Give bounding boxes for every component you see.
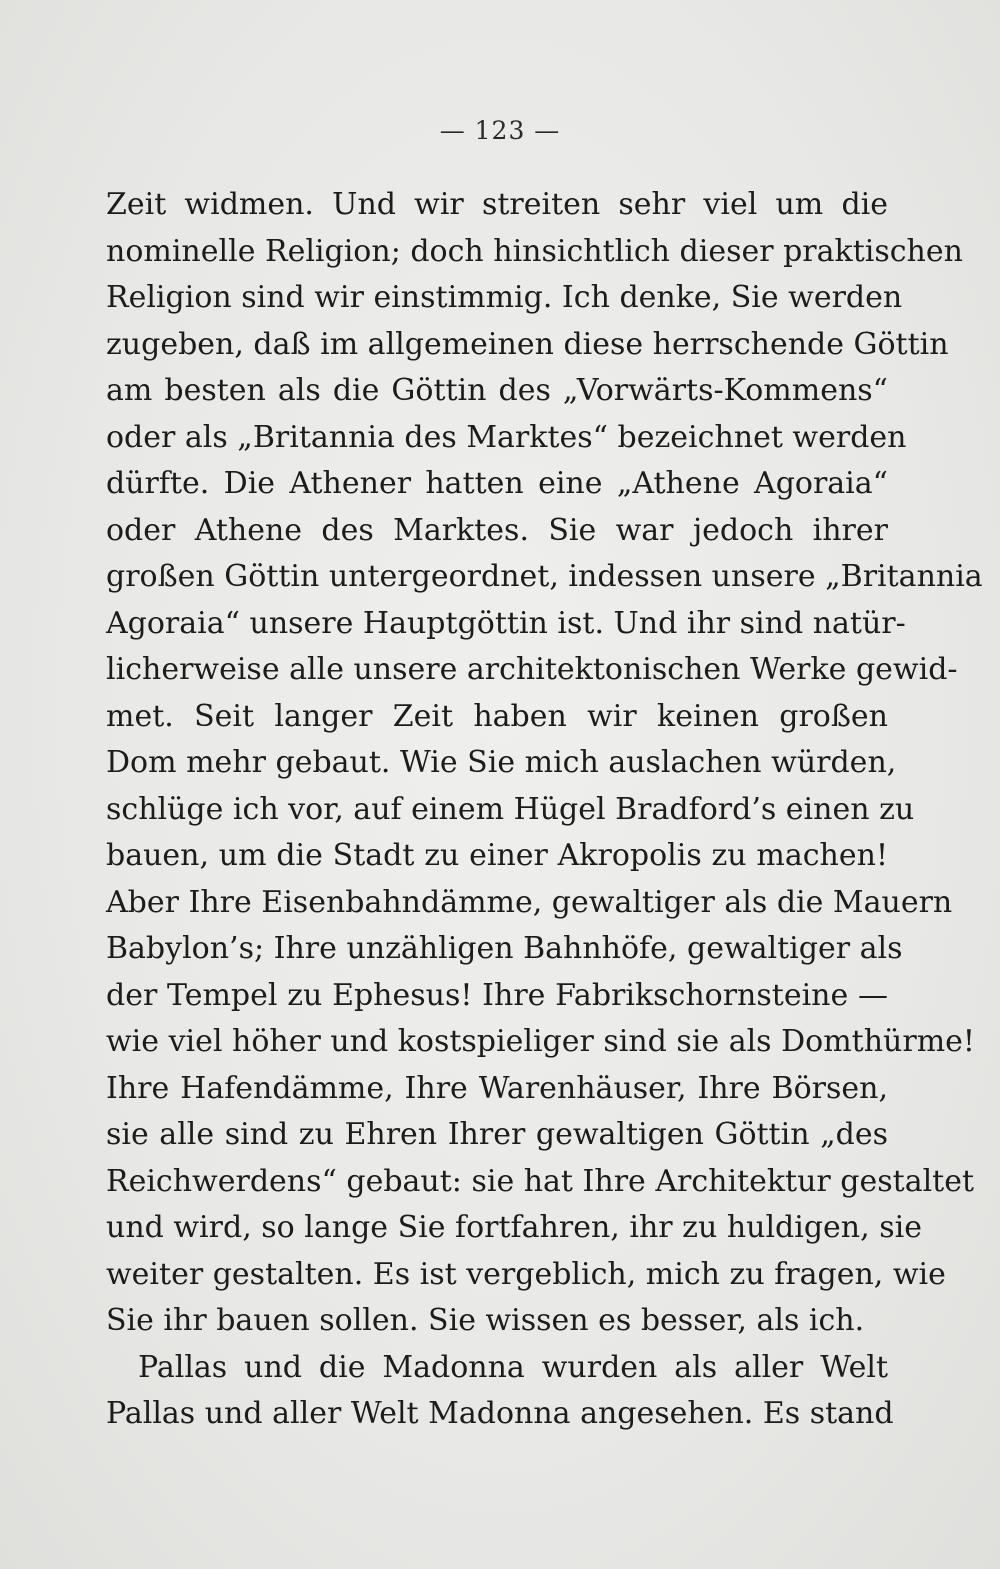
text-line: Zeit widmen. Und wir streiten sehr viel um die bbox=[106, 187, 888, 222]
text-line: Religion sind wir einstimmig. Ich denke, Sie werden bbox=[106, 280, 903, 315]
text-line: Babylon’s; Ihre unzähligen Bahnhöfe, gewaltiger als bbox=[106, 931, 903, 966]
body-text bbox=[106, 182, 983, 1438]
text-line: schlüge ich vor, auf einem Hügel Bradford’s einen zu bbox=[106, 791, 915, 827]
text-line: oder Athene des Marktes. Sie war jedoch ihrer bbox=[106, 512, 888, 548]
text-line: der Tempel zu Ephesus! Ihre Fabrikschornsteine — bbox=[106, 977, 888, 1013]
text-line: met. Seit langer Zeit haben wir keinen großen bbox=[106, 698, 888, 734]
text-line: am besten als die Göttin des „Vorwärts-Kommens“ bbox=[106, 373, 888, 408]
text-line: Dom mehr gebaut. Wie Sie mich auslachen würden, bbox=[106, 745, 897, 780]
text-line: sie alle sind zu Ehren Ihrer gewaltigen Göttin „des bbox=[106, 1117, 888, 1152]
text-line: Pallas und aller Welt Madonna angesehen. Es stand bbox=[106, 1396, 894, 1431]
text-line: zugeben, daß im allgemeinen diese herrschende Göttin bbox=[106, 326, 949, 362]
text-line: bauen, um die Stadt zu einer Akropolis zu machen! bbox=[106, 838, 888, 873]
paragraph-start-line: Pallas und die Madonna wurden als aller Welt bbox=[138, 1349, 888, 1385]
text-line: dürfte. Die Athener hatten eine „Athene Agoraia“ bbox=[106, 466, 888, 501]
paragraph-end-line: Sie ihr bauen sollen. Sie wissen es besser, als ich. bbox=[106, 1303, 865, 1338]
text-line: nominelle Religion; doch hinsichtlich dieser praktischen bbox=[106, 233, 963, 269]
page-number: — 123 — bbox=[439, 116, 561, 145]
text-line: Ihre Hafendämme, Ihre Warenhäuser, Ihre Börsen, bbox=[106, 1070, 888, 1106]
text-line: weiter gestalten. Es ist vergeblich, mich zu fragen, wie bbox=[106, 1256, 946, 1292]
text-line: Aber Ihre Eisenbahndämme, gewaltiger als die Mauern bbox=[106, 884, 953, 920]
text-line: Agoraia“ unsere Hauptgöttin ist. Und ihr sind natür- bbox=[106, 605, 906, 641]
text-line: Reichwerdens“ gebaut: sie hat Ihre Architektur gestaltet bbox=[106, 1163, 975, 1199]
text-line: und wird, so lange Sie fortfahren, ihr zu huldigen, sie bbox=[106, 1210, 922, 1245]
text-line: licherweise alle unsere architektonischen Werke gewid- bbox=[106, 652, 958, 687]
text-line: oder als „Britannia des Marktes“ bezeichnet werden bbox=[106, 419, 907, 455]
text-line: wie viel höher und kostspieliger sind sie als Domthürme! bbox=[106, 1024, 975, 1059]
text-line: großen Göttin untergeordnet, indessen unsere „Britannia bbox=[106, 559, 983, 594]
